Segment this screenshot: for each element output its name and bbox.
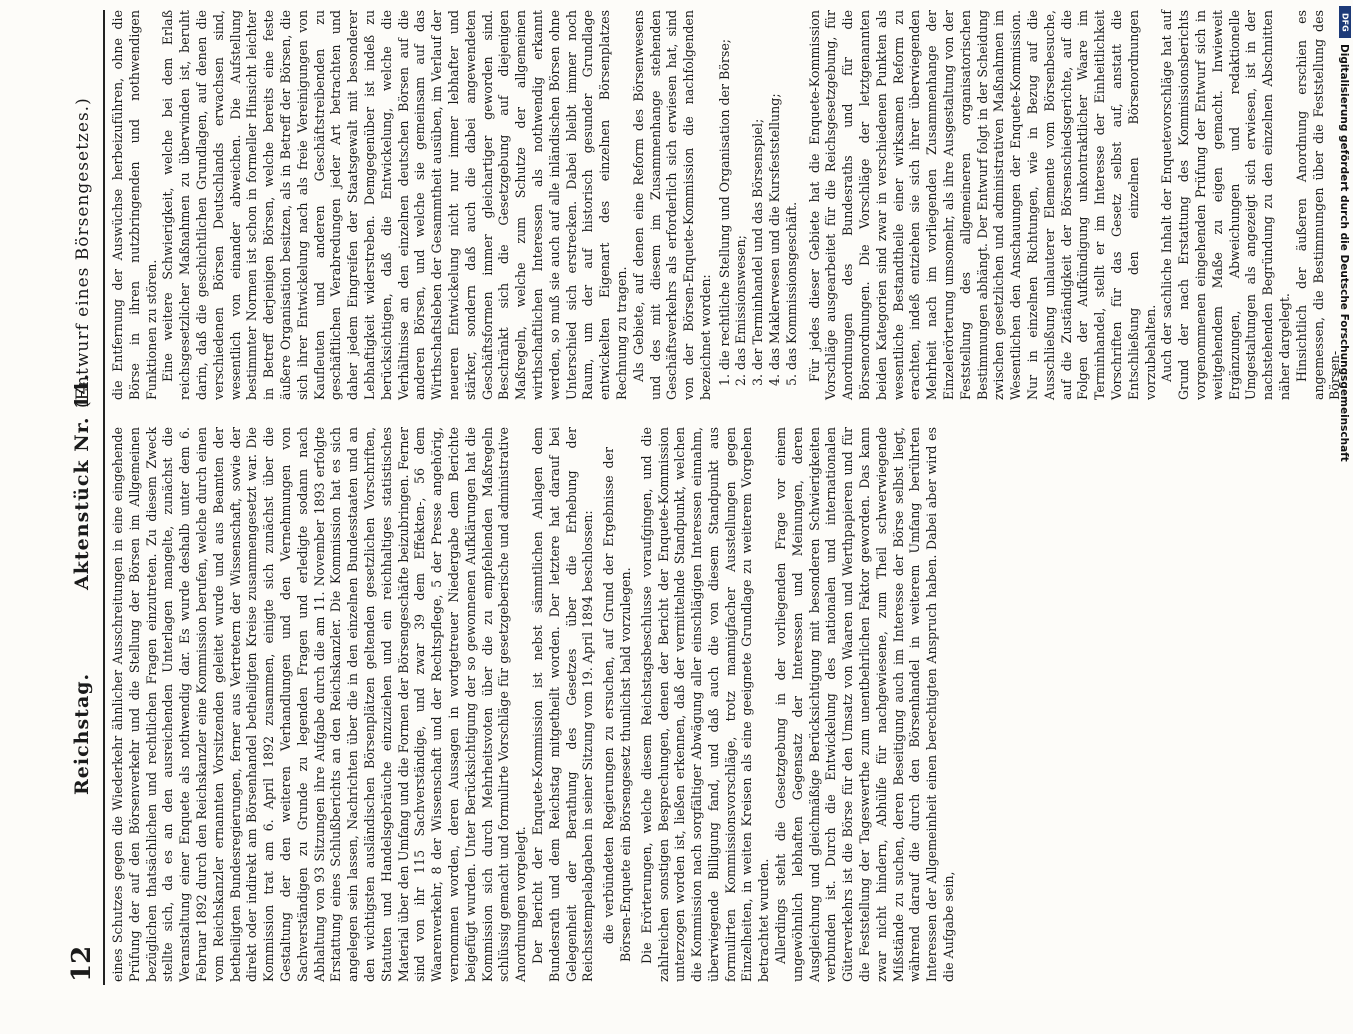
paragraph: Eine weitere Schwierigkeit, welche bei dem Erlaß reichsgesetzlicher Maßnahmen zu überwinden ist, beruht darin, daß die geschichtlichen Grundlagen, auf denen die verschiedenen Börsen Deutschlands erwachsen sind, wesentlich von einander abweichen. Die Aufstellung bestimmter Normen ist schon in formeller Hinsicht leichter in Betreff derjenigen Börsen, welche bereits eine feste äußere Organisation besitzen, als in Betreff der Börsen, die sich ihrer Entwickelung nach als freie Vereinigungen von Kaufleuten und anderen Geschäftstreibenden zu geschäftlichen Verabredungen jeder Art betrachten und daher jedem Eingreifen der Staatsgewalt mit besonderer Lebhaftigkeit widerstreben. Demgegenüber ist indeß zu berücksichtigen, daß die Entwickelung, welche die Verhältnisse an den einzelnen deutschen Börsen auf die anderen Börsen, und welche sie gemeinsam auf das Wirthschaftsleben der Gesammtheit ausüben, im Verlauf der neueren Entwickelung nicht nur immer lebhafter und stärker, sondern daß auch die dabei angewendeten Geschäftsformen immer gleichartiger geworden sind. Beschränkt sich die Gesetzgebung auf diejenigen Maßregeln, welche zum Schutze der allgemeinen wirthschaftlichen Interessen als nothwendig erkannt werden, so muß sie auch auf alle inländischen Börsen ohne Unterschied sich erstrecken. Dabei bleibt immer noch Raum, um der auf historisch gesunder Grundlage entwickelten Eigenart des einzelnen Börsenplatzes Rechnung zu tragen. (160, 10, 629, 400)
paragraph: Der Bericht der Enquete-Kommission ist nebst sämmtlichen Anlagen dem Bundesrath und dem Reichstag mitgetheilt worden. Der letztere hat darauf bei Gelegenheit der Berathung des Gesetzes über die Erhebung der Reichsstempelabgaben in seiner Sitzung vom 19. April 1894 beschlossen: (529, 427, 596, 982)
rotated-page-content (10, 0, 1343, 1000)
header-right-title: (Entwurf eines Börsengesetzes.) (73, 97, 93, 408)
list-item: 2. das Emissionswesen; (733, 10, 750, 370)
list-item: 4. das Maklerwesen und die Kursfeststellung; (767, 10, 784, 370)
dfg-logo: DFG (1339, 6, 1351, 38)
paragraph: eines Schutzes gegen die Wiederkehr ähnlicher Ausschreitungen in eine eingehende Prüfung der auf den Börsenverkehr und die Stellung der Börsen im Allgemeinen bezüglichen thatsächlichen und rechtlichen Fragen einzutreten. Zu diesem Zweck stellte sich, da es an den ausreichenden Unterlagen mangelte, zunächst die Veranstaltung einer Enquete als nothwendig dar. Es wurde deshalb unter dem 6. Februar 1892 durch den Reichskanzler eine Kommission berufen, welche durch einen vom Reichskanzler ernannten Vorsitzenden geleitet wurde und aus Beamten der betheiligten Bundesregierungen, ferner aus Vertretern der Wissenschaft, sowie der direkt oder indirekt am Börsenhandel betheiligten Kreise zusammengesetzt war. Die Kommission trat am 6. April 1892 zusammen, einigte sich zunächst über die Gestaltung der den weiteren Verhandlungen und den Vernehmungen von Sachverständigen zu Grunde zu legenden Fragen und erledigte sodann nach Abhaltung von 93 Sitzungen ihre Aufgabe durch die am 11. November 1893 erfolgte Erstattung eines Schlußberichts an den Reichskanzler. Die Kommission hat es sich angelegen sein lassen, Nachrichten über die in den einzelnen Bundesstaaten und an den wichtigsten ausländischen Börsenplätzen geltenden gesetzlichen Vorschriften, Statuten und Handelsgebräuche einzuziehen und ein reichhaltiges statistisches Material über den Umfang und die Formen der Börsengeschäfte beizubringen. Ferner sind von ihr 115 Sachverständige, und zwar 39 dem Effekten-, 56 dem Waarenverkehr, 8 der Wissenschaft und der Rechtspflege, 5 der Presse angehörig, vernommen worden, deren Aussagen in wortgetreuer Niedergabe dem Berichte beigefügt wurden. Unter Berücksichtigung der so gewonnenen Aufklärungen hat die Kommission sich durch Mehrheitsvoten über die zu empfehlenden Maßregeln schlüssig gemacht und formulirte Vorschläge für gesetzgeberische und administrative Anordnungen vorgelegt. (110, 427, 529, 982)
page-number: 12 (67, 945, 97, 982)
page-header (65, 0, 99, 1000)
paragraph: die Entfernung der Auswüchse herbeizuführen, ohne die Börse in ihren nutzbringenden und nothwendigen Funktionen zu stören. (110, 10, 159, 400)
header-document-title: Aktenstück Nr. 14. (71, 372, 93, 590)
header-rule (103, 10, 105, 985)
digitization-note-text: Digitalisierung gefördert durch die Deutsche Forschungsgemeinschaft (1338, 44, 1350, 462)
quoted-resolution: die verbündeten Regierungen zu ersuchen, auf Grund der Ergebnisse der Börsen-Enquete ein Börsengesetz thunlichst bald vorzulegen. (601, 447, 633, 962)
header-left-title: Reichstag. (71, 672, 93, 795)
list-item: 5. das Kommissionsgeschäft. (784, 10, 801, 370)
text-column-right (110, 10, 1343, 400)
paragraph: Als Gebiete, auf denen eine Reform des Börsenwesens und des mit diesem im Zusammenhange stehenden Geschäftsverkehrs als erforderlich sich erwiesen hat, sind von der Börsen-Enquete-Kommission die nachfolgenden bezeichnet worden: (630, 10, 713, 400)
reform-areas-list (717, 10, 801, 370)
paragraph: Die Erörterungen, welche diesem Reichstagsbeschlusse voraufgingen, und die zahlreichen sonstigen Besprechungen, denen der Bericht der Enquete-Kommission unterzogen worden ist, ließen erkennen, daß der vermittelnde Standpunkt, welchen die Kommission nach sorgfältiger Abwägung aller einschlägigen Interessen einnahm, überwiegende Billigung fand, und daß auch die von diesem Standpunkt aus formulirten Kommissionsvorschläge, trotz mannigfacher Ausstellungen gegen Einzelheiten, in weiten Kreisen als eine geeignete Grundlage zu weiterem Vorgehen betrachtet wurden. (638, 427, 772, 982)
paragraph: Allerdings steht die Gesetzgebung in der vorliegenden Frage vor einem ungewöhnlich lebhaften Gegensatz der Interessen und Meinungen, deren Ausgleichung und gleichmäßige Berücksichtigung mit besonderen Schwierigkeiten verbunden ist. Durch die Entwickelung des nationalen und internationalen Güterverkehrs ist die Börse für den Umsatz von Waaren und Werthpapieren und für die Feststellung der Tageswerthe zum unentbehrlichen Faktor geworden. Das kann zwar nicht hindern, Abhülfe für nachgewiesene, zum Theil schwerwiegende Mißstände zu suchen, deren Beseitigung auch im Interesse der Börse selbst liegt, während darauf die durch den Börsenhandel in weiterem Umfang berührten Interessen der Allgemeinheit einen berechtigten Anspruch haben. Dabei aber wird es die Aufgabe sein, (773, 427, 957, 982)
text-column-left (110, 427, 1315, 982)
paragraph: Auch der sachliche Inhalt der Enquetevorschläge hat auf Grund der nach Erstattung des Kommissionsberichts vorgenommenen eingehenden Prüfung der Entwurf sich in weitgehendem Maße zu eigen gemacht. Inwieweit Ergänzungen, Abweichungen und redaktionelle Umgestaltungen als angezeigt sich erwiesen, ist in der nachstehenden Begründung zu den einzelnen Abschnitten näher dargelegt. (1159, 10, 1292, 400)
list-item: 1. die rechtliche Stellung und Organisation der Börse; (717, 10, 734, 370)
list-item: 3. der Terminhandel und das Börsenspiel; (750, 10, 767, 370)
digitization-note (1336, 8, 1352, 998)
paragraph: Hinsichtlich der äußeren Anordnung erschien es angemessen, die Bestimmungen über die Feststellung des Börsen- (1293, 10, 1343, 400)
paragraph: Für jedes dieser Gebiete hat die Enquete-Kommission Vorschläge ausgearbeitet für die Reichsgesetzgebung, für Anordnungen des Bundesraths und für die Börsenordnungen. Die Vorschläge der letztgenannten beiden Kategorien sind zwar in verschiedenen Punkten als wesentliche Bestandtheile einer wirksamen Reform zu erachten, indeß entziehen sie sich ihrer überwiegenden Mehrheit nach im vorliegenden Zusammenhange der Einzelerörterung umsomehr, als ihre Ausgestaltung von der Feststellung des allgemeineren organisatorischen Bestimmungen abhängt. Der Entwurf folgt in der Scheidung zwischen gesetzlichen und administrativen Maßnahmen im Wesentlichen den Anschauungen der Enquete-Kommission. Nur in einzelnen Richtungen, wie in Bezug auf die Ausschließung unlauterer Elemente vom Börsenbesuche, auf die Zuständigkeit der Börsenschiedsgerichte, auf die Folgen der Aufkündigung unkontraktlicher Waare im Terminhandel, stellt er im Interesse der Einheitlichkeit Vorschriften für das Gesetz selbst auf, anstatt die Entschließung den einzelnen Börsenordnungen vorzubehalten. (806, 10, 1158, 400)
